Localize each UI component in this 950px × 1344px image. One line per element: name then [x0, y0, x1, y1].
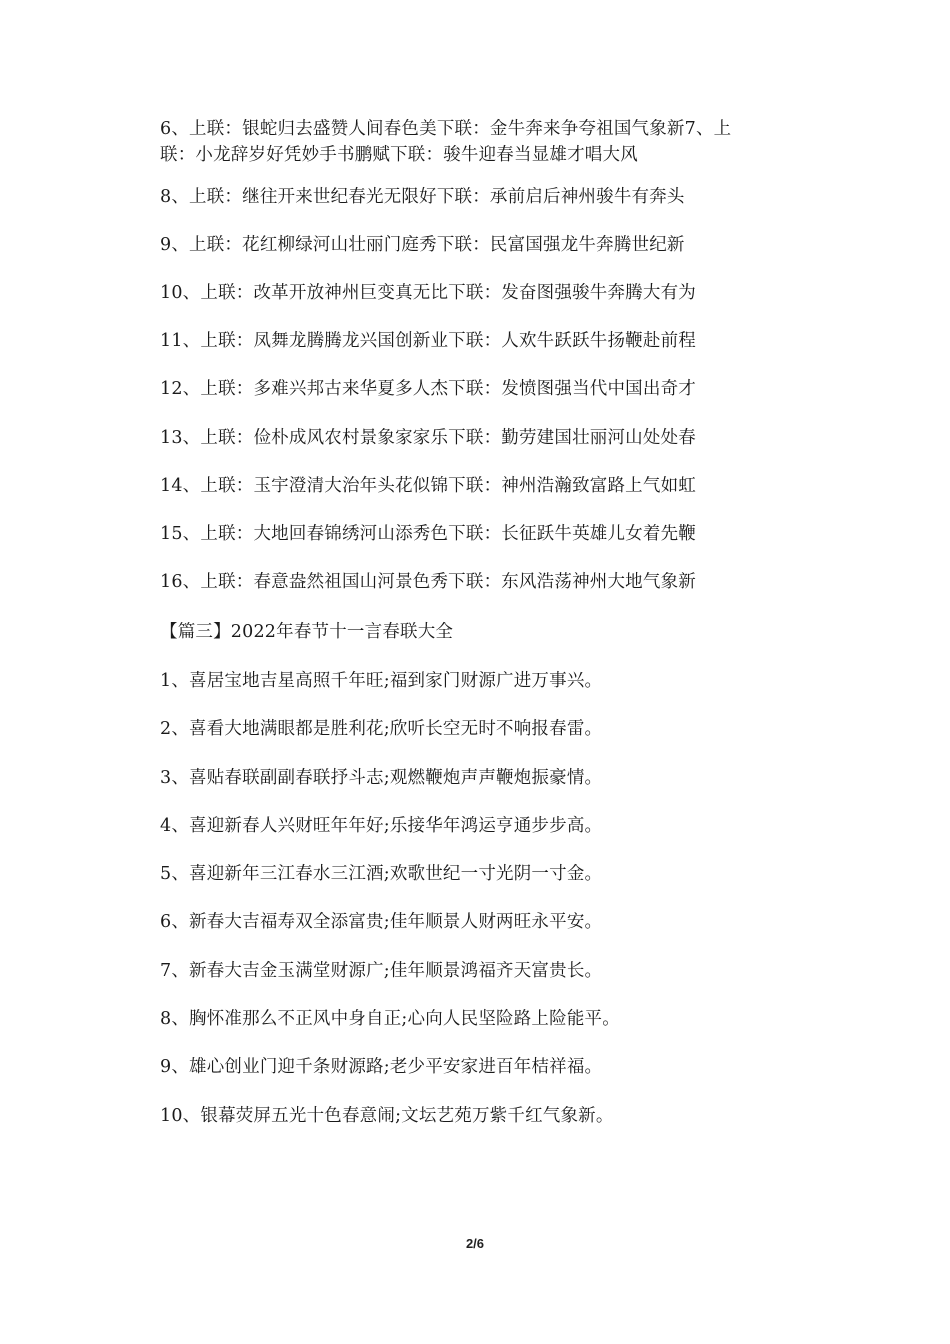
couplet-item-6-7: 6、上联：银蛇归去盛赞人间春色美下联：金牛奔来争夸祖国气象新7、上联：小龙辞岁好凭妙手书鹏赋下联：骏牛迎春当显雄才唱大风 [160, 119, 732, 165]
spring-couplet-3: 3、喜贴春联副副春联抒斗志;观燃鞭炮声声鞭炮振豪情。 [160, 768, 603, 788]
spring-couplet-1: 1、喜居宝地吉星高照千年旺;福到家门财源广进万事兴。 [160, 671, 603, 691]
spring-couplet-4: 4、喜迎新春人兴财旺年年好;乐接华年鸿运亨通步步高。 [160, 816, 603, 836]
couplet-item-15: 15、上联：大地回春锦绣河山添秀色下联：长征跃牛英雄儿女着先鞭 [160, 524, 696, 544]
couplet-item-13: 13、上联：俭朴成风农村景象家家乐下联：勤劳建国壮丽河山处处春 [160, 428, 696, 448]
couplet-item-9: 9、上联：花红柳绿河山壮丽门庭秀下联：民富国强龙牛奔腾世纪新 [160, 235, 685, 255]
couplet-item-11: 11、上联：凤舞龙腾腾龙兴国创新业下联：人欢牛跃跃牛扬鞭赴前程 [160, 331, 696, 351]
spring-couplet-5: 5、喜迎新年三江春水三江酒;欢歌世纪一寸光阴一寸金。 [160, 864, 603, 884]
spring-couplet-7: 7、新春大吉金玉满堂财源广;佳年顺景鸿福齐天富贵长。 [160, 961, 603, 981]
page-number: 2/6 [465, 1236, 485, 1251]
spring-couplet-9: 9、雄心创业门迎千条财源路;老少平安家进百年桔祥福。 [160, 1057, 603, 1077]
spring-couplet-2: 2、喜看大地满眼都是胜利花;欣听长空无时不响报春雷。 [160, 719, 603, 739]
couplet-item-8: 8、上联：继往开来世纪春光无限好下联：承前启后神州骏牛有奔头 [160, 187, 685, 207]
spring-couplet-6: 6、新春大吉福寿双全添富贵;佳年顺景人财两旺永平安。 [160, 912, 603, 932]
couplet-item-14: 14、上联：玉宇澄清大治年头花似锦下联：神州浩瀚致富路上气如虹 [160, 476, 696, 496]
couplet-item-16: 16、上联：春意盎然祖国山河景色秀下联：东风浩荡神州大地气象新 [160, 572, 696, 592]
spring-couplet-10: 10、银幕荧屏五光十色春意闹;文坛艺苑万紫千红气象新。 [160, 1106, 614, 1126]
spring-couplet-8: 8、胸怀准那么不正风中身自正;心向人民坚险路上险能平。 [160, 1009, 620, 1029]
couplet-item-10: 10、上联：改革开放神州巨变真无比下联：发奋图强骏牛奔腾大有为 [160, 283, 696, 303]
section-heading: 【篇三】2022年春节十一言春联大全 [160, 622, 454, 642]
couplet-item-12: 12、上联：多难兴邦古来华夏多人杰下联：发愤图强当代中国出奇才 [160, 379, 696, 399]
